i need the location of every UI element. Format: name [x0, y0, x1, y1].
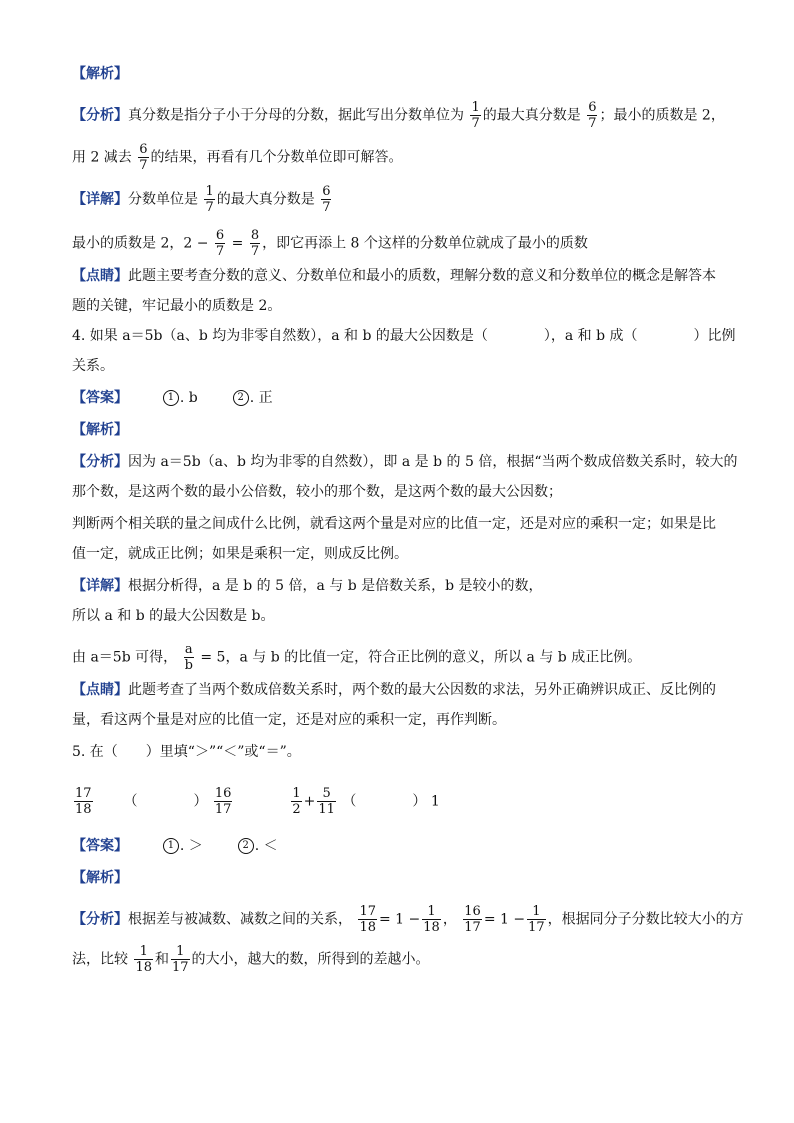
q5-question: 5. 在（ ）里填“＞”“＜”或“＝”。 — [72, 744, 301, 760]
fraction-17-18: $\frac{17}{18}$ — [359, 904, 376, 935]
fraction-6-7: $\frac{6}{7}$ — [588, 100, 597, 131]
fraction-1-7: $\frac{1}{7}$ — [471, 100, 480, 131]
q5-fenxi-line-2: 法，比较 $\frac{1}{18}$ 和 $\frac{1}{17}$ 的大小，越大的数，所得到的差越小。 — [72, 944, 430, 975]
q4-fenxi-line-4: 值一定，就成正比例；如果是乘积一定，则成反比例。 — [72, 546, 408, 562]
fraction-5-11: $\frac{5}{11}$ — [318, 786, 335, 817]
fraction-17-18: $\frac{17}{18}$ — [75, 786, 92, 817]
circled-number-icon: 2 — [238, 838, 254, 854]
q4-dianjing-line-2: 量，看这两个量是对应的比值一定，还是对应的乘积一定，再作判断。 — [72, 712, 506, 728]
fraction-16-17: $\frac{16}{17}$ — [214, 786, 232, 817]
q4-question-line-1: 4. 如果 a＝5b（a、b 均为非零自然数），a 和 b 的最大公因数是（ ），a 和 b 成（ ）比例 — [72, 328, 736, 344]
q4-fenxi-line-2: 那个数，是这两个数的最小公倍数，较小的那个数，是这两个数的最大公因数； — [72, 484, 562, 500]
fraction-1-18: $\frac{1}{18}$ — [135, 944, 152, 975]
fraction-6-7: $\frac{6}{7}$ — [215, 228, 225, 259]
circled-number-icon: 1 — [163, 838, 179, 854]
fraction-1-18: $\frac{1}{18}$ — [423, 904, 440, 935]
q5-compare-row: $\frac{17}{18}$ （ ） $\frac{16}{17}$ $\frac{1}{2}$ + $\frac{5}{11}$ （ ） 1 — [75, 786, 440, 817]
fraction-6-7: $\frac{6}{7}$ — [139, 142, 148, 173]
q3-dianjing-line-1: 【点睛】此题主要考查分数的意义、分数单位和最小的质数，理解分数的意义和分数单位的概念是解答本 — [72, 268, 716, 284]
circled-number-icon: 2 — [233, 390, 249, 406]
q5-answer: 【答案】 1 . ＞ 2 . ＜ — [72, 838, 278, 854]
q4-fenxi-line-3: 判断两个相关联的量之间成什么比例，就看这两个量是对应的比值一定，还是对应的乘积一定；如果是比 — [72, 516, 716, 532]
q4-question-line-2: 关系。 — [72, 358, 114, 374]
q4-xiangjie-line-1: 【详解】根据分析得，a 是 b 的 5 倍，a 与 b 是倍数关系，b 是较小的数， — [72, 578, 543, 594]
q4-answer: 【答案】 1 . b 2 . 正 — [72, 390, 273, 406]
fraction-8-7: $\frac{8}{7}$ — [250, 228, 260, 259]
fraction-1-17: $\frac{1}{17}$ — [528, 904, 545, 935]
q5-fenxi-line-1: 【分析】根据差与被减数、减数之间的关系， $\frac{17}{18}$ = 1 − $\frac{1}{18}$ ， $\frac{16}{17}$ = 1 − $\frac{1}{17}$ ，根据同分子分数比较大小的方 — [72, 904, 744, 935]
q3-fenxi-line-1: 【分析】真分数是指分子小于分母的分数，据此写出分数单位为 $\frac{1}{7}$ 的最大真分数是 $\frac{6}{7}$ ；最小的质数是 2， — [72, 100, 725, 131]
q3-xiangjie-line-1: 【详解】分数单位是 $\frac{1}{7}$ 的最大真分数是 $\frac{6}{7}$ — [72, 184, 331, 215]
fraction-1-17: $\frac{1}{17}$ — [172, 944, 189, 975]
q3-xiangjie-line-2: 最小的质数是 2，2 − $\frac{6}{7}$ = $\frac{8}{7}$ ，即它再添上 8 个这样的分数单位就成了最小的质数 — [72, 228, 588, 259]
q4-analysis-header: 【解析】 — [72, 422, 128, 438]
q4-xiangjie-line-2: 所以 a 和 b 的最大公因数是 b。 — [72, 608, 275, 624]
fraction-1-7: $\frac{1}{7}$ — [205, 184, 214, 215]
q3-fenxi-line-2: 用 2 减去 $\frac{6}{7}$ 的结果，再看有几个分数单位即可解答。 — [72, 142, 403, 173]
q4-dianjing-line-1: 【点睛】此题考查了当两个数成倍数关系时，两个数的最大公因数的求法，另外正确辨识成正、反比例的 — [72, 682, 716, 698]
q3-dianjing-line-2: 题的关键，牢记最小的质数是 2。 — [72, 298, 282, 314]
blank-2: （ ） — [342, 793, 427, 810]
fraction-6-7: $\frac{6}{7}$ — [322, 184, 331, 215]
q4-fenxi-line-1: 【分析】因为 a＝5b（a、b 均为非零的自然数），即 a 是 b 的 5 倍，根据“当两个数成倍数关系时，较大的 — [72, 454, 738, 470]
fraction-1-2: $\frac{1}{2}$ — [292, 786, 301, 817]
q4-xiangjie-line-3: 由 a＝5b 可得， $\frac{a}{b}$ = 5，a 与 b 的比值一定，符合正比例的意义，所以 a 与 b 成正比例。 — [72, 642, 642, 673]
analysis-header: 【解析】 — [72, 66, 128, 82]
fraction-16-17: $\frac{16}{17}$ — [464, 904, 481, 935]
q5-analysis-header: 【解析】 — [72, 870, 128, 886]
fraction-a-b: $\frac{a}{b}$ — [184, 642, 193, 673]
blank-1: （ ） — [123, 793, 208, 810]
circled-number-icon: 1 — [163, 390, 179, 406]
